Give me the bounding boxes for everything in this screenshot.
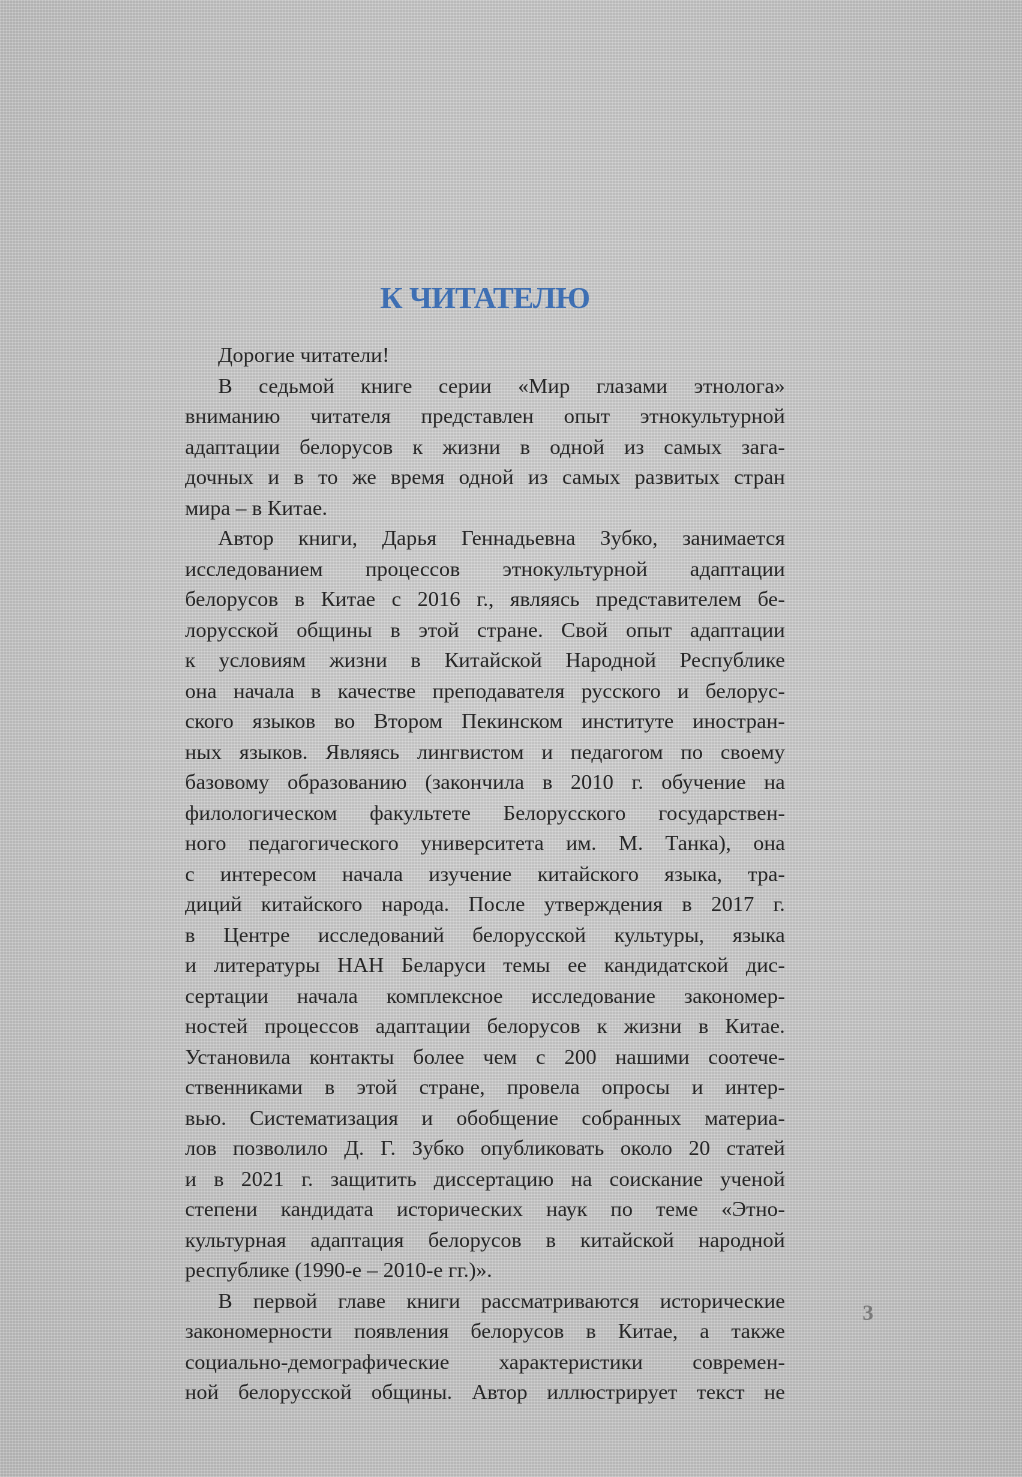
text-line: степени кандидата исторических наук по теме «Этно- — [185, 1197, 785, 1221]
chapter-title: К ЧИТАТЕЛЮ — [380, 280, 590, 315]
text-line: ного педагогического университета им. М. Танка), она — [185, 831, 785, 855]
text-line: социально-демографические характеристики современ- — [185, 1349, 785, 1374]
text-line: В седьмой книге серии «Мир глазами этнолога» — [218, 373, 785, 398]
text-line: лов позволило Д. Г. Зубко опубликовать около 20 статей — [185, 1136, 785, 1160]
body-text — [185, 340, 785, 1408]
text-line: сертации начала комплексное исследование закономер- — [185, 983, 785, 1008]
text-line: ского языков во Втором Пекинском институте иностран- — [185, 709, 785, 733]
text-line: ностей процессов адаптации белорусов к жизни в Китае. — [185, 1014, 785, 1038]
text-line: она начала в качестве преподавателя русского и белорус- — [185, 678, 785, 703]
text-line: базовому образованию (закончила в 2010 г. обучение на — [185, 770, 785, 794]
text-line: закономерности появления белорусов в Китае, а также — [185, 1319, 785, 1343]
text-line: дочных и в то же время одной из самых развитых стран — [185, 465, 785, 489]
text-line: исследованием процессов этнокультурной адаптации — [185, 556, 785, 581]
text-line: и в 2021 г. защитить диссертацию на соискание ученой — [185, 1166, 785, 1191]
text-line: лорусской общины в этой стране. Свой опыт адаптации — [185, 617, 785, 642]
text-line: с интересом начала изучение китайского языка, тра- — [185, 861, 785, 886]
text-line: белорусов в Китае с 2016 г., являясь представителем бе- — [185, 587, 785, 611]
text-line: республике (1990-е – 2010-е гг.)». — [185, 1258, 493, 1282]
text-line: адаптации белорусов к жизни в одной из самых зага- — [185, 434, 785, 459]
text-line: В первой главе книги рассматриваются исторические — [218, 1288, 785, 1313]
text-line: в Центре исследований белорусской культуры, языка — [185, 922, 785, 947]
text-line: мира – в Китае. — [185, 495, 328, 520]
text-line: вью. Систематизация и обобщение собранных материа- — [185, 1105, 785, 1130]
text-line: Автор книги, Дарья Геннадьевна Зубко, занимается — [218, 526, 785, 550]
text-line: ной белорусской общины. Автор иллюстрирует текст не — [185, 1380, 785, 1404]
text-line: к условиям жизни в Китайской Народной Республике — [185, 648, 785, 672]
text-line: ных языков. Являясь лингвистом и педагогом по своему — [185, 739, 785, 764]
text-line: вниманию читателя представлен опыт этнокультурной — [185, 404, 785, 428]
text-line: культурная адаптация белорусов в китайской народной — [185, 1227, 785, 1252]
text-line: и литературы НАН Беларуси темы ее кандидатской дис- — [185, 953, 785, 977]
text-line: диций китайского народа. После утверждения в 2017 г. — [185, 892, 785, 916]
text-line: филологическом факультете Белорусского государствен- — [185, 800, 785, 825]
page-number: 3 — [862, 1300, 874, 1325]
text-line: Установила контакты более чем с 200 нашими соотече- — [185, 1044, 785, 1069]
text-line: ственниками в этой стране, провела опросы и интер- — [185, 1075, 785, 1099]
text-line: Дорогие читатели! — [218, 343, 390, 367]
